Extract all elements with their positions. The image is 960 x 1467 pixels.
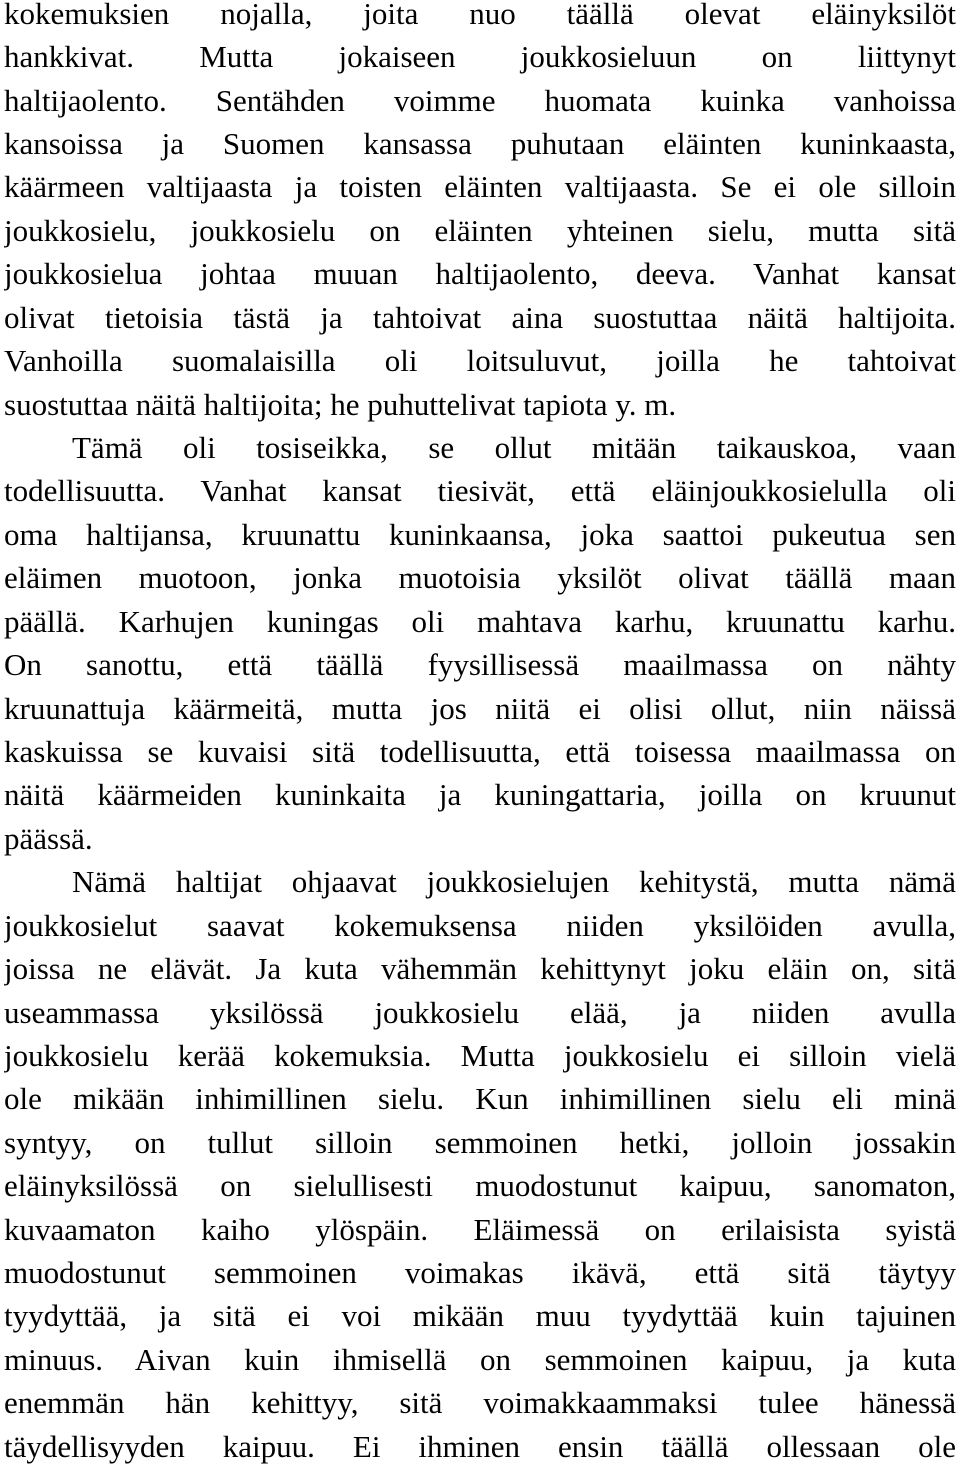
- text-line: syntyy, on tullut silloin semmoinen hetki, jolloin jossakin: [4, 1125, 956, 1160]
- text-line: kansoissa ja Suomen kansassa puhutaan eläinten kuninkaasta,: [4, 126, 956, 161]
- text-line: eläimen muotoon, jonka muotoisia yksilöt olivat täällä maan: [4, 560, 956, 595]
- text-line: haltijaolento. Sentähden voimme huomata kuinka vanhoissa: [4, 83, 956, 118]
- text-line: kokemuksien nojalla, joita nuo täällä olevat eläinyksilöt: [4, 0, 956, 31]
- text-line: näitä käärmeiden kuninkaita ja kuningattaria, joilla on kruunut: [4, 777, 956, 812]
- text-line: eläinyksilössä on sielullisesti muodostunut kaipuu, sanomaton,: [4, 1168, 956, 1203]
- text-line: joukkosielu kerää kokemuksia. Mutta joukkosielu ei silloin vielä: [4, 1038, 956, 1073]
- text-line: tyydyttää, ja sitä ei voi mikään muu tyydyttää kuin tajuinen: [4, 1298, 956, 1333]
- text-line: Vanhoilla suomalaisilla oli loitsuluvut, joilla he tahtoivat: [4, 343, 956, 378]
- text-line: muodostunut semmoinen voimakas ikävä, että sitä täytyy: [4, 1255, 956, 1290]
- text-line: täydellisyyden kaipuu. Ei ihminen ensin täällä ollessaan ole: [4, 1429, 956, 1464]
- text-line: oma haltijansa, kruunattu kuninkaansa, joka saattoi pukeutua sen: [4, 517, 956, 552]
- text-line: joissa ne elävät. Ja kuta vähemmän kehittynyt joku eläin on, sitä: [4, 951, 956, 986]
- text-line: Tämä oli tosiseikka, se ollut mitään taikauskoa, vaan: [72, 430, 956, 465]
- text-line: minuus. Aivan kuin ihmisellä on semmoinen kaipuu, ja kuta: [4, 1342, 956, 1377]
- text-line: päässä.: [4, 821, 93, 856]
- text-line: olivat tietoisia tästä ja tahtoivat aina suostuttaa näitä haltijoita.: [4, 300, 956, 335]
- text-line: joukkosielut saavat kokemuksensa niiden yksilöiden avulla,: [4, 908, 956, 943]
- text-line: päällä. Karhujen kuningas oli mahtava karhu, kruunattu karhu.: [4, 604, 956, 639]
- text-line: todellisuutta. Vanhat kansat tiesivät, että eläinjoukkosielulla oli: [4, 473, 956, 508]
- text-line: Nämä haltijat ohjaavat joukkosielujen kehitystä, mutta nämä: [72, 864, 956, 899]
- text-line: joukkosielu, joukkosielu on eläinten yhteinen sielu, mutta sitä: [4, 213, 956, 248]
- text-line: suostuttaa näitä haltijoita; he puhuttelivat tapiota y. m.: [4, 387, 677, 422]
- text-line: käärmeen valtijaasta ja toisten eläinten valtijaasta. Se ei ole silloin: [4, 169, 956, 204]
- text-line: kuvaamaton kaiho ylöspäin. Eläimessä on erilaisista syistä: [4, 1212, 956, 1247]
- text-line: useammassa yksilössä joukkosielu elää, ja niiden avulla: [4, 995, 956, 1030]
- text-line: kruunattuja käärmeitä, mutta jos niitä ei olisi ollut, niin näissä: [4, 691, 956, 726]
- text-line: ole mikään inhimillinen sielu. Kun inhimillinen sielu eli minä: [4, 1081, 956, 1116]
- text-line: enemmän hän kehittyy, sitä voimakkaammaksi tulee hänessä: [4, 1385, 956, 1420]
- text-line: hankkivat. Mutta jokaiseen joukkosieluun on liittynyt: [4, 39, 956, 74]
- text-line: On sanottu, että täällä fyysillisessä maailmassa on nähty: [4, 647, 956, 682]
- text-line: joukkosielua johtaa muuan haltijaolento, deeva. Vanhat kansat: [4, 256, 956, 291]
- text-line: kaskuissa se kuvaisi sitä todellisuutta, että toisessa maailmassa on: [4, 734, 956, 769]
